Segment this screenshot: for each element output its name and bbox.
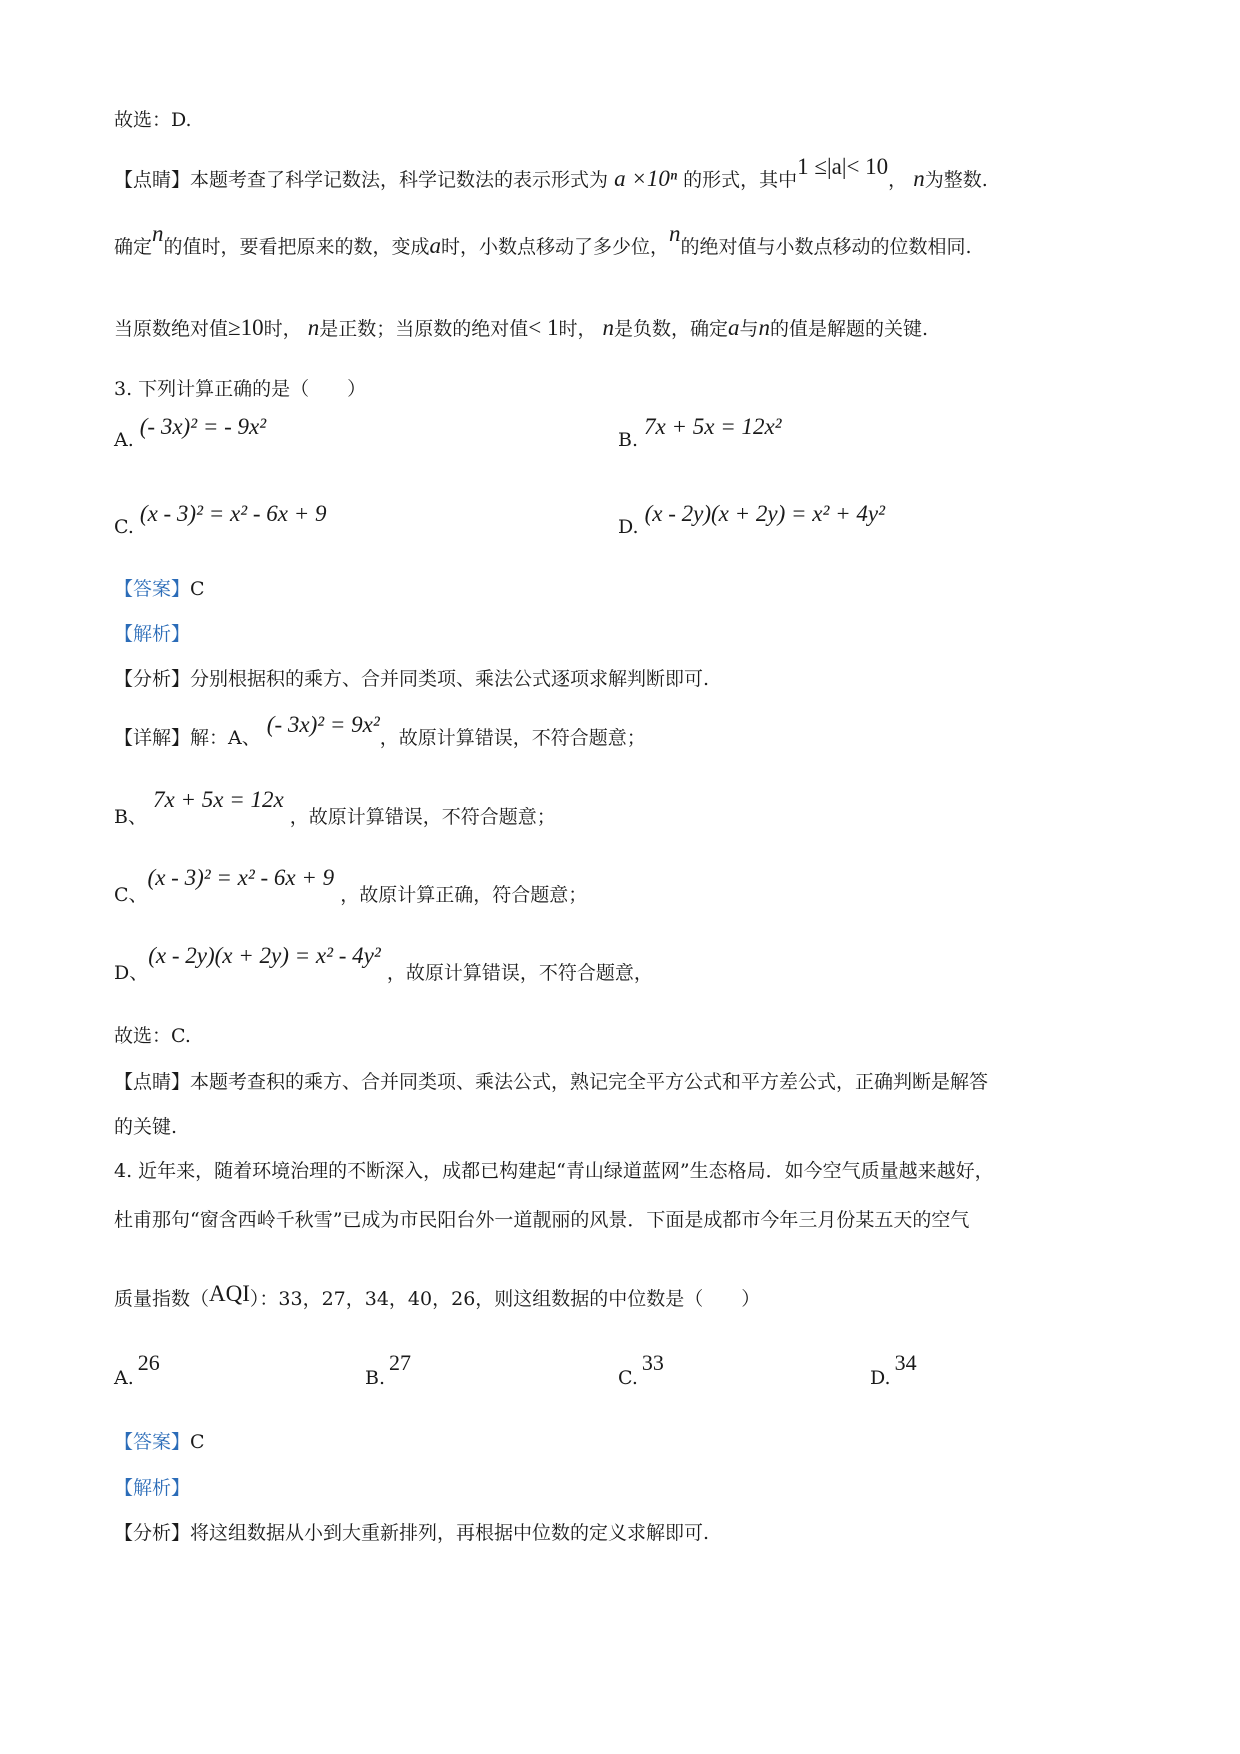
q3-detail-a: 【详解】解：A、 (- 3x)² = 9x²，故原计算错误，不符合题意； <box>114 712 646 749</box>
q3-answer: 【答案】C <box>114 578 205 600</box>
q3-option-b: B.7x + 5x = 12x² <box>618 414 782 451</box>
q3-note-line-2: 的关键. <box>114 1116 178 1138</box>
var-n: n <box>669 221 681 246</box>
q4-stem-line-2: 杜甫那句“窗含西岭千秋雪”已成为市民阳台外一道靓丽的风景．下面是成都市今年三月份某五天的空气 <box>114 1209 970 1231</box>
q3-stem: 3. 下列计算正确的是（ ） <box>114 378 367 400</box>
q4-fenxi: 【分析】将这组数据从小到大重新排列，再根据中位数的定义求解即可. <box>114 1522 710 1544</box>
prev-note-line-3: 当原数绝对值≥10时， n是正数；当原数的绝对值< 1时， n是负数，确定a与n的值是解题的关键. <box>114 315 929 340</box>
range-formula: 1 ≤|a|< 10 <box>797 154 889 179</box>
prev-note-line-2: 确定n的值时，要看把原来的数，变成a时，小数点移动了多少位，n的绝对值与小数点移动的位数相同. <box>114 221 972 258</box>
ge-ten: ≥10 <box>228 315 264 340</box>
prev-note-line-1: 【点睛】本题考查了科学记数法，科学记数法的表示形式为 a ×10ⁿ 的形式，其中1 ≤|a|< 10， n为整数. <box>114 154 988 191</box>
q4-stem-line-3: 质量指数（AQI）：33，27，34，40，26，则这组数据的中位数是（ ） <box>114 1281 761 1310</box>
q3-detail-d: D、(x - 2y)(x + 2y) = x² - 4y² ，故原计算错误，不符合题意， <box>114 943 653 984</box>
answer-tag: 【答案】 <box>114 578 191 600</box>
note-tag: 【点睛】 <box>114 169 191 191</box>
q4-stem-line-1: 4. 近年来，随着环境治理的不断深入，成都已构建起“青山绿道蓝网”生态格局．如今空气质量越来越好， <box>114 1160 994 1182</box>
prev-conclusion: 故选：D. <box>114 109 192 131</box>
q3-note-line-1: 【点睛】本题考查积的乘方、合并同类项、乘法公式，熟记完全平方公式和平方差公式，正确判断是解答 <box>114 1071 989 1093</box>
q3-option-c: C.(x - 3)² = x² - 6x + 9 <box>114 501 327 538</box>
q3-option-a: A.(- 3x)² = - 9x² <box>114 414 267 451</box>
q3-conclusion: 故选：C. <box>114 1025 191 1047</box>
var-n: n <box>913 166 925 191</box>
sci-notation-formula: a ×10ⁿ <box>614 166 678 191</box>
q3-detail-b: B、 7x + 5x = 12x ，故原计算错误，不符合题意； <box>114 787 556 828</box>
var-n: n <box>307 315 320 340</box>
q4-option-b: B.27 <box>365 1350 412 1389</box>
var-n: n <box>602 315 615 340</box>
aqi-label: AQI <box>209 1281 250 1306</box>
var-n: n <box>758 315 771 340</box>
lt-one: < 1 <box>528 315 559 340</box>
q3-fenxi: 【分析】分别根据积的乘方、合并同类项、乘法公式逐项求解判断即可. <box>114 668 710 690</box>
var-a: a <box>728 315 740 340</box>
q4-analysis-heading: 【解析】 <box>114 1477 191 1499</box>
q4-option-c: C.33 <box>618 1350 664 1389</box>
q4-option-a: A.26 <box>114 1350 160 1389</box>
var-a: a <box>429 233 442 258</box>
q3-detail-c: C、(x - 3)² = x² - 6x + 9 ，故原计算正确，符合题意； <box>114 865 588 906</box>
q3-analysis-heading: 【解析】 <box>114 623 191 645</box>
q4-answer: 【答案】C <box>114 1431 205 1453</box>
var-n: n <box>152 221 164 246</box>
answer-tag: 【答案】 <box>114 1431 191 1453</box>
q4-option-d: D.34 <box>870 1350 917 1389</box>
q3-option-d: D.(x - 2y)(x + 2y) = x² + 4y² <box>618 501 886 538</box>
